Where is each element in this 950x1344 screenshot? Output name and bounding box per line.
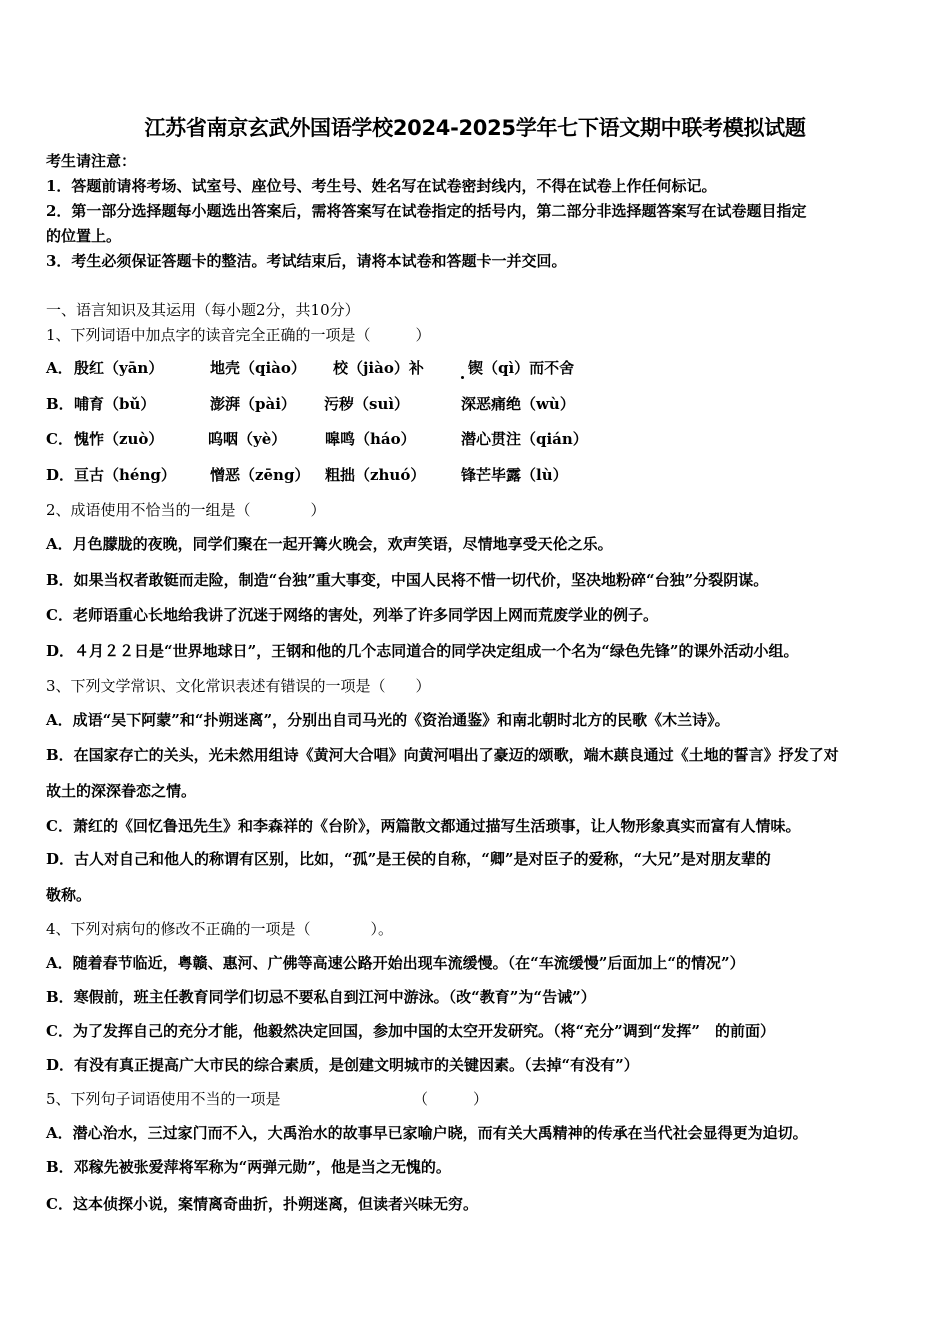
notice-item-2: 2．第一部分选择题每小题选出答案后，需将答案写在试卷指定的括号内，第二部分非选择题答案写在试卷题目指定: [46, 202, 807, 220]
q1-option-a-item-3: 校（jiào）补: [333, 359, 424, 377]
q1-option-d-label: D．: [46, 466, 75, 484]
q3-option-a: A．成语“吴下阿蒙”和“扑朔迷离”，分别出自司马光的《资治通鉴》和南北朝时北方的民歌《木兰诗》。: [46, 711, 730, 729]
q1-option-c-item-2: 呜咽（yè）: [208, 430, 287, 448]
q1-option-a-item-1: 殷红（yān）: [74, 359, 164, 377]
q2-option-d: D．４月２２日是“世界地球日”，王钢和他的几个志同道合的同学决定组成一个名为“绿色先锋”的课外活动小组。: [46, 642, 799, 660]
q3-stem: 3、下列文学常识、文化常识表述有错误的一项是（ ）: [46, 677, 431, 695]
q5-stem: 5、下列句子词语使用不当的一项是: [46, 1090, 281, 1108]
q3-option-b-cont: 故土的深深眷恋之情。: [46, 782, 197, 800]
q1-option-a-item-2: 地壳（qiào）: [210, 359, 306, 377]
q3-option-d: D．古人对自己和他人的称谓有区别，比如，“孤”是王侯的自称，“卿”是对臣子的爱称，“大兄”是对朋友辈的: [46, 850, 771, 868]
q1-option-b-item-4: 深恶痛绝（wù）: [461, 395, 575, 413]
notice-item-3: 3．考生必须保证答题卡的整洁。考试结束后，请将本试卷和答题卡一并交回。: [46, 252, 567, 270]
q4-option-d: D．有没有真正提高广大市民的综合素质，是创建文明城市的关键因素。（去掉“有没有”）: [46, 1056, 639, 1074]
q5-answer-paren: （ ）: [413, 1090, 489, 1108]
q4-option-b: B．寒假前，班主任教育同学们切忌不要私自到江河中游泳。（改“教育”为“告诫”）: [46, 988, 596, 1006]
notice-heading: 考生请注意：: [46, 152, 137, 170]
q3-option-d-cont: 敬称。: [46, 886, 92, 904]
q4-option-a: A．随着春节临近，粤赣、惠河、广佛等高速公路开始出现车流缓慢。（在“车流缓慢”后面加上“的情况”）: [46, 954, 745, 972]
page-title: 江苏省南京玄武外国语学校2024-2025学年七下语文期中联考模拟试题: [144, 116, 806, 140]
q1-option-b-item-2: 澎湃（pài）: [210, 395, 296, 413]
q1-option-c-item-3: 嗥鸣（háo）: [325, 430, 416, 448]
q3-option-c: C．萧红的《回忆鲁迅先生》和李森祥的《台阶》，两篇散文都通过描写生活琐事，让人物形象真实而富有人情味。: [46, 817, 801, 835]
section-heading: 一、语言知识及其运用（每小题2分，共10分）: [46, 301, 360, 319]
q5-option-a: A．潜心治水，三过家门而不入，大禹治水的故事早已家喻户晓，而有关大禹精神的传承在当代社会显得更为迫切。: [46, 1124, 808, 1142]
q1-option-c-item-4: 潜心贯注（qián）: [461, 430, 588, 448]
q1-option-c-item-1: 愧怍（zuò）: [74, 430, 164, 448]
q1-option-a-label: A．: [46, 359, 73, 377]
q2-stem: 2、成语使用不恰当的一组是（ ）: [46, 501, 326, 519]
q2-option-c: C．老师语重心长地给我讲了沉迷于网络的害处，列举了许多同学因上网而荒废学业的例子。: [46, 606, 658, 624]
notice-item-1: 1．答题前请将考场、试室号、座位号、考生号、姓名写在试卷密封线内，不得在试卷上作任何标记。: [46, 177, 717, 195]
notice-item-2-cont: 的位置上。: [46, 227, 122, 245]
q1-option-c-label: C．: [46, 430, 73, 448]
q1-option-d-item-4: 锋芒毕露（lù）: [461, 466, 568, 484]
q1-option-b-label: B．: [46, 395, 74, 413]
q2-option-a: A．月色朦胧的夜晚，同学们聚在一起开篝火晚会，欢声笑语，尽情地享受天伦之乐。: [46, 535, 613, 553]
q1-stem: 1、下列词语中加点字的读音完全正确的一项是（ ）: [46, 326, 431, 344]
q5-option-c: C．这本侦探小说，案情离奇曲折，扑朔迷离，但读者兴味无穷。: [46, 1195, 478, 1213]
q5-option-b: B．邓稼先被张爱萍将军称为“两弹元勋”，他是当之无愧的。: [46, 1158, 451, 1176]
q1-option-d-item-1: 亘古（héng）: [74, 466, 176, 484]
q1-option-d-item-2: 憎恶（zēng）: [210, 466, 310, 484]
q1-option-a-item-4: 锲（qì）而不舍: [468, 359, 575, 377]
q2-option-b: B．如果当权者敢铤而走险，制造“台独”重大事变，中国人民将不惜一切代价，坚决地粉碎“台独”分裂阴谋。: [46, 571, 769, 589]
q1-option-b-item-1: 哺育（bǔ）: [74, 395, 156, 413]
q1-option-d-item-3: 粗拙（zhuó）: [325, 466, 426, 484]
q4-stem: 4、下列对病句的修改不正确的一项是（ ）。: [46, 920, 394, 938]
emphasis-dot-icon: [461, 376, 464, 379]
q3-option-b: B．在国家存亡的关头，光未然用组诗《黄河大合唱》向黄河唱出了豪迈的颂歌，端木蕻良通过《土地的誓言》抒发了对: [46, 746, 839, 764]
q4-option-c: C．为了发挥自己的充分才能，他毅然决定回国，参加中国的太空开发研究。（将“充分”调到“发挥” 的前面）: [46, 1022, 775, 1040]
q1-option-b-item-3: 污秽（suì）: [324, 395, 410, 413]
